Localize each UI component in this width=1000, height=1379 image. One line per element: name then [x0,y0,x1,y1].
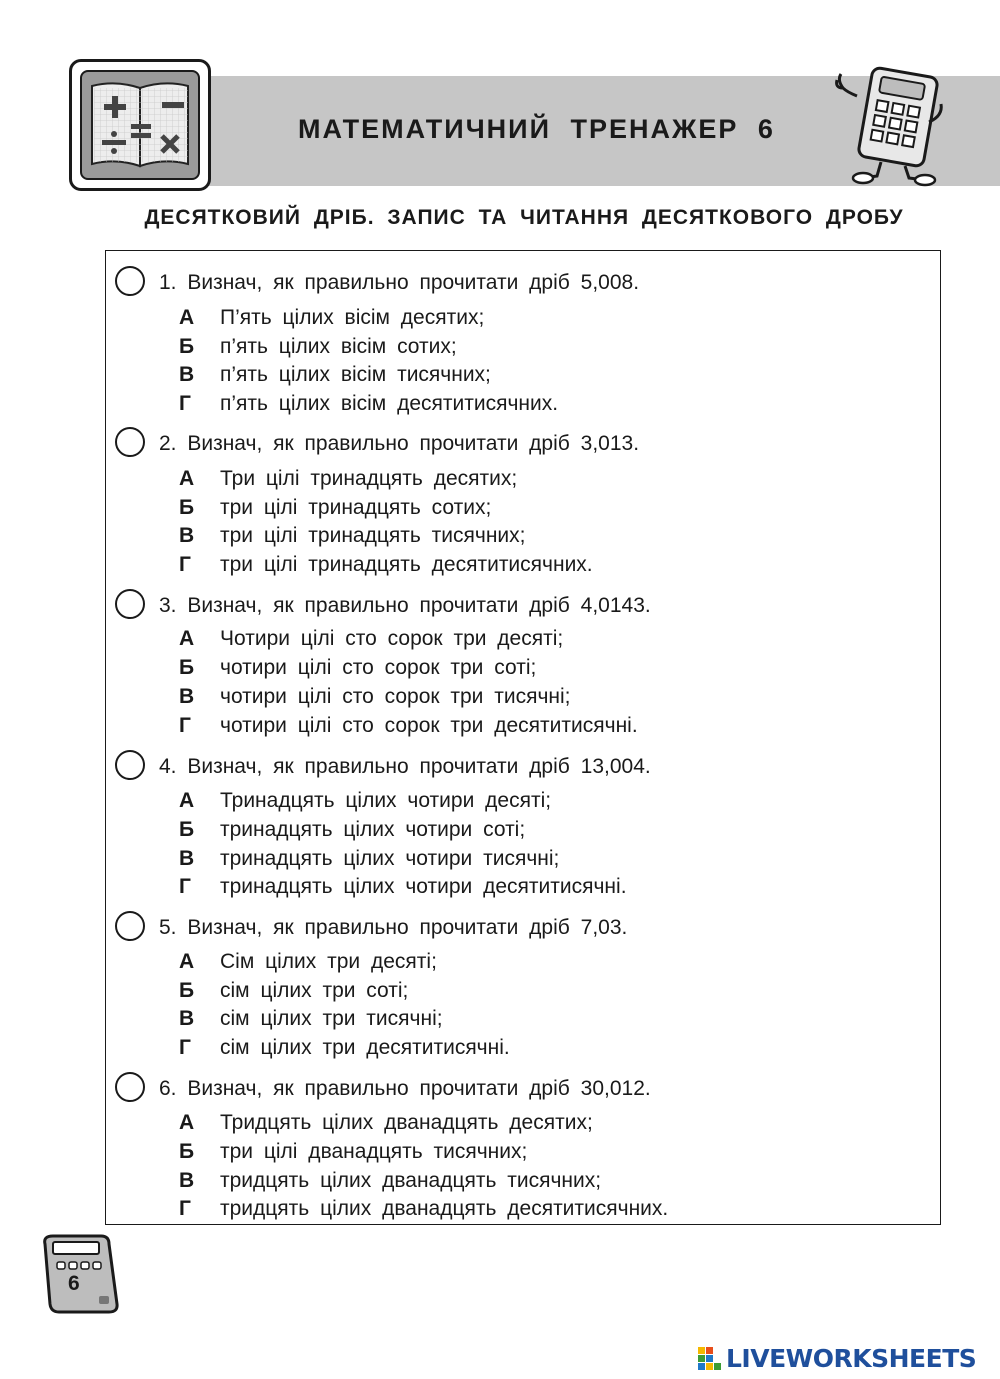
option-letter: Г [179,553,191,576]
answer-circle[interactable] [115,750,145,780]
option-letter: В [179,1007,195,1030]
option-letter: Г [179,714,191,737]
option-letter: В [179,1169,195,1192]
option-d[interactable] [179,1197,668,1223]
option-text: сім цілих три тисячні; [220,1007,443,1030]
option-text: П’ять цілих вісім десятих; [220,306,485,329]
option-letter: Г [179,392,191,415]
option-c[interactable] [179,1007,443,1033]
option-letter: А [179,950,195,973]
option-b[interactable] [179,496,491,522]
option-text: три цілі дванадцять тисячних; [220,1140,528,1163]
option-text: тринадцять цілих чотири десятитисячні. [220,875,627,898]
option-letter: Г [179,1036,191,1059]
option-letter: А [179,627,195,650]
option-text: Чотири цілі сто сорок три десяті; [220,627,564,650]
question-4 [106,743,942,904]
answer-circle[interactable] [115,266,145,296]
option-letter: Б [179,979,195,1002]
option-text: сім цілих три соті; [220,979,409,1002]
question-text: 6. Визнач, як правильно прочитати дріб 30,012. [159,1077,651,1100]
option-b[interactable] [179,656,536,682]
option-c[interactable] [179,685,571,711]
option-a[interactable] [179,1111,593,1137]
option-text: чотири цілі сто сорок три соті; [220,656,537,679]
answer-circle[interactable] [115,1072,145,1102]
option-text: Тринадцять цілих чотири десяті; [220,789,552,812]
option-text: чотири цілі сто сорок три десятитисячні. [220,714,638,737]
option-letter: В [179,847,195,870]
option-letter: Г [179,1197,191,1220]
option-text: три цілі тринадцять сотих; [220,496,492,519]
option-letter: Б [179,818,195,841]
option-letter: Б [179,335,195,358]
answer-circle[interactable] [115,911,145,941]
option-text: Сім цілих три десяті; [220,950,437,973]
answer-circle[interactable] [115,427,145,457]
page-title: МАТЕМАТИЧНИЙ ТРЕНАЖЕР 6 [298,114,775,144]
option-c[interactable] [179,1169,601,1195]
option-text: Тридцять цілих дванадцять десятих; [220,1111,593,1134]
question-text: 5. Визнач, як правильно прочитати дріб 7,03. [159,916,628,939]
option-letter: В [179,363,195,386]
option-letter: А [179,1111,195,1134]
page-number: 6 [68,1272,80,1295]
option-letter: В [179,524,195,547]
option-a[interactable] [179,627,563,653]
option-a[interactable] [179,306,484,332]
question-text: 3. Визнач, як правильно прочитати дріб 4,0143. [159,594,651,617]
question-text: 1. Визнач, як правильно прочитати дріб 5,008. [159,271,640,294]
option-letter: А [179,306,195,329]
question-1 [106,259,942,420]
option-c[interactable] [179,363,491,389]
calculator-mascot-icon [833,66,953,190]
answer-circle[interactable] [115,589,145,619]
option-text: п’ять цілих вісім сотих; [220,335,457,358]
option-text: п’ять цілих вісім тисячних; [220,363,491,386]
option-text: тринадцять цілих чотири тисячні; [220,847,560,870]
option-d[interactable] [179,714,638,740]
option-text: сім цілих три десятитисячні. [220,1036,510,1059]
option-text: три цілі тринадцять тисячних; [220,524,526,547]
question-5 [106,904,942,1065]
math-operations-icon [69,59,211,191]
option-text: три цілі тринадцять десятитисячних. [220,553,593,576]
option-letter: Г [179,875,191,898]
option-text: тридцять цілих дванадцять десятитисячних. [220,1197,669,1220]
option-letter: Б [179,1140,195,1163]
option-letter: В [179,685,195,708]
option-text: тринадцять цілих чотири соті; [220,818,526,841]
option-letter: А [179,467,195,490]
option-letter: Б [179,496,195,519]
question-text: 4. Визнач, як правильно прочитати дріб 13,004. [159,755,651,778]
question-2 [106,420,942,581]
question-text: 2. Визнач, як правильно прочитати дріб 3,013. [159,432,640,455]
option-a[interactable] [179,789,551,815]
option-a[interactable] [179,467,517,493]
option-a[interactable] [179,950,437,976]
option-letter: Б [179,656,195,679]
option-b[interactable] [179,335,457,361]
question-3 [106,582,942,743]
option-b[interactable] [179,818,525,844]
option-b[interactable] [179,979,408,1005]
question-6 [106,1065,942,1226]
option-d[interactable] [179,1036,510,1062]
option-letter: А [179,789,195,812]
questions-frame [105,250,941,1225]
option-c[interactable] [179,524,525,550]
option-text: чотири цілі сто сорок три тисячні; [220,685,571,708]
logo-text: LIVEWORKSHEETS [726,1344,977,1373]
liveworksheets-logo-icon [697,1346,723,1372]
option-text: п’ять цілих вісім десятитисячних. [220,392,559,415]
option-text: Три цілі тринадцять десятих; [220,467,518,490]
option-text: тридцять цілих дванадцять тисячних; [220,1169,602,1192]
section-subtitle: ДЕСЯТКОВИЙ ДРІБ. ЗАПИС ТА ЧИТАННЯ ДЕСЯТКОВОГО ДРОБУ [144,206,904,229]
option-d[interactable] [179,553,593,579]
option-b[interactable] [179,1140,527,1166]
option-c[interactable] [179,847,559,873]
option-d[interactable] [179,392,558,418]
option-d[interactable] [179,875,627,901]
